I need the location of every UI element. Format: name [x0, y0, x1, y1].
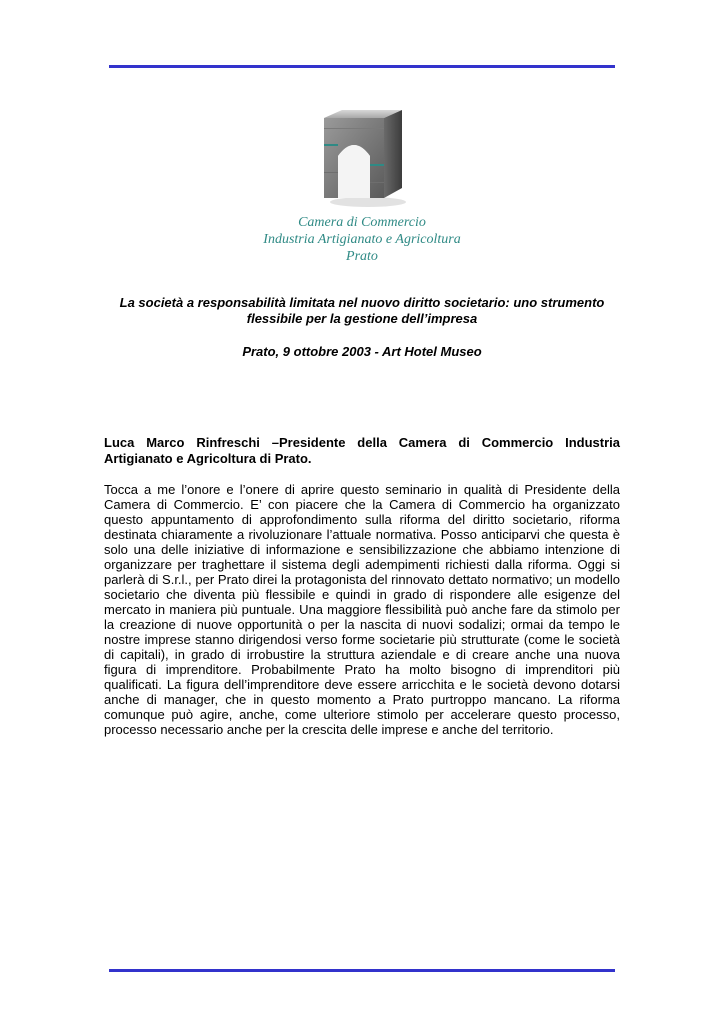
event-date-location: Prato, 9 ottobre 2003 - Art Hotel Museo [242, 344, 482, 359]
document-title: La società a responsabilità limitata nel nuovo diritto societario: uno strumento flessibile per la gestione dell’impresa [119, 295, 605, 326]
speech-paragraph: Tocca a me l’onore e l’onere di aprire questo seminario in qualità di Presidente della Camera di Commercio. E’ con piacere che la Camera di Commercio ha organizzato questo appuntamento di approfondimento sulla riforma del diritto societario, riforma destinata chiaramente a rivoluzionare l’attuale normativa. Posso anticiparvi che questa è solo una delle iniziative di informazione e sensibilizzazione che abbiamo intenzione di organizzare per traghettare il sistema degli adempimenti richiesti dalla riforma. Oggi si parlerà di S.r.l., per Prato direi la protagonista del rinnovato dettato normativo; un modello societario che diventa più flessibile e quindi in grado di rispondere alle esigenze del mercato in maniera più puntuale. Una maggiore flessibilità può anche fare da stimolo per la creazione di nuove opportunità o per la nascita di nuovi sodalizi; ormai da tempo le nostre imprese stanno dirigendosi verso forme societarie più strutturate (come le società di capitali), in grado di irrobustire la struttura aziendale e di creare anche una nuova figura di imprenditore. Probabilmente Prato ha molto bisogno di imprenditori più qualificati. La figura dell’imprenditore deve essere arricchita e le società devono dotarsi anche di manager, che in questo momento a Prato purtroppo mancano. La riforma comunque può agire, anche, come ulteriore stimolo per accelerare questo processo, processo necessario anche per la crescita delle imprese e anche del territorio. [104, 482, 620, 737]
bottom-divider [109, 969, 615, 972]
logo-line-2: Industria Artigianato e Agricoltura [263, 232, 461, 247]
top-divider [109, 65, 615, 68]
logo-text [200, 214, 524, 265]
speaker-heading: Luca Marco Rinfreschi –Presidente della Camera di Commercio Industria Artigianato e Agricoltura di Prato. [104, 435, 620, 466]
stone-arch-icon [318, 108, 408, 208]
logo-line-3: Prato [346, 249, 378, 264]
chamber-logo [200, 108, 524, 268]
logo-line-1: Camera di Commercio [298, 215, 426, 230]
